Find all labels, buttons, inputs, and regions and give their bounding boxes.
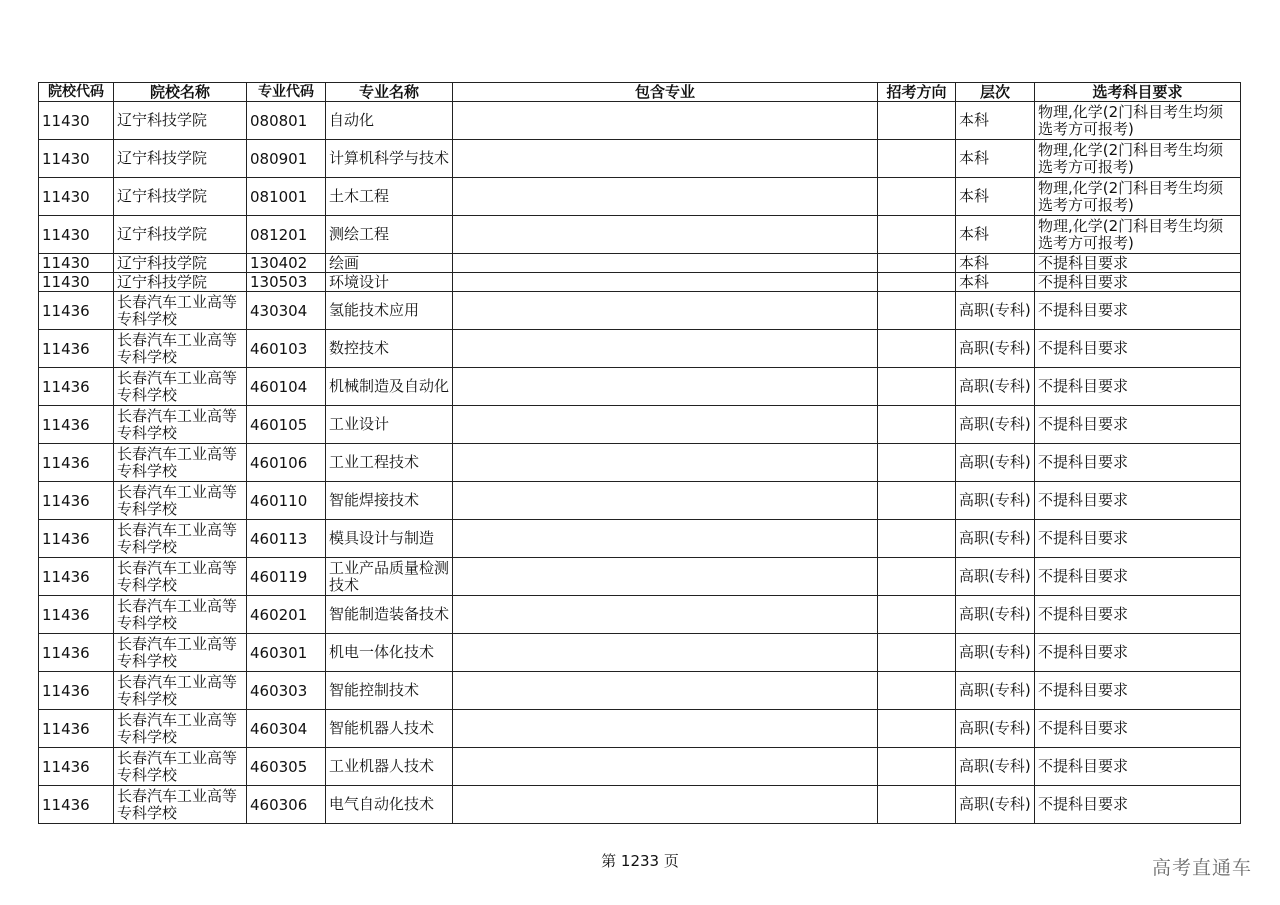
- cell-school-name: 辽宁科技学院: [114, 102, 247, 140]
- table-row: [39, 140, 1241, 178]
- table-row: [39, 102, 1241, 140]
- cell-level: 高职(专科): [956, 786, 1035, 824]
- cell-school-code: 11430: [39, 140, 114, 178]
- cell-school-name: 长春汽车工业高等专科学校: [114, 672, 247, 710]
- cell-direction: [878, 368, 956, 406]
- cell-direction: [878, 672, 956, 710]
- cell-school-code: 11430: [39, 178, 114, 216]
- cell-school-code: 11430: [39, 254, 114, 273]
- cell-school-name: 长春汽车工业高等专科学校: [114, 748, 247, 786]
- header-direction: 招考方向: [878, 83, 956, 102]
- cell-major-name: 智能制造装备技术: [326, 596, 453, 634]
- cell-level: 本科: [956, 216, 1035, 254]
- cell-school-code: 11436: [39, 368, 114, 406]
- cell-school-name: 长春汽车工业高等专科学校: [114, 444, 247, 482]
- cell-subject-requirement: 不提科目要求: [1035, 558, 1241, 596]
- cell-included-majors: [453, 520, 878, 558]
- cell-major-code: 460119: [247, 558, 326, 596]
- cell-subject-requirement: 不提科目要求: [1035, 330, 1241, 368]
- cell-included-majors: [453, 710, 878, 748]
- header-major-name: 专业名称: [326, 83, 453, 102]
- cell-direction: [878, 292, 956, 330]
- cell-level: 高职(专科): [956, 406, 1035, 444]
- cell-major-name: 绘画: [326, 254, 453, 273]
- cell-direction: [878, 102, 956, 140]
- cell-direction: [878, 406, 956, 444]
- cell-major-name: 环境设计: [326, 273, 453, 292]
- cell-direction: [878, 178, 956, 216]
- cell-level: 高职(专科): [956, 748, 1035, 786]
- cell-subject-requirement: 物理,化学(2门科目考生均须选考方可报考): [1035, 102, 1241, 140]
- cell-level: 高职(专科): [956, 672, 1035, 710]
- cell-direction: [878, 482, 956, 520]
- cell-major-name: 智能机器人技术: [326, 710, 453, 748]
- cell-school-code: 11430: [39, 102, 114, 140]
- cell-direction: [878, 710, 956, 748]
- cell-subject-requirement: 不提科目要求: [1035, 292, 1241, 330]
- cell-subject-requirement: 物理,化学(2门科目考生均须选考方可报考): [1035, 140, 1241, 178]
- cell-subject-requirement: 不提科目要求: [1035, 672, 1241, 710]
- cell-school-name: 长春汽车工业高等专科学校: [114, 406, 247, 444]
- cell-major-name: 智能控制技术: [326, 672, 453, 710]
- cell-school-code: 11436: [39, 406, 114, 444]
- table-row: [39, 482, 1241, 520]
- cell-major-code: 460303: [247, 672, 326, 710]
- cell-included-majors: [453, 634, 878, 672]
- cell-school-code: 11436: [39, 786, 114, 824]
- cell-included-majors: [453, 672, 878, 710]
- cell-subject-requirement: 不提科目要求: [1035, 482, 1241, 520]
- cell-direction: [878, 634, 956, 672]
- cell-subject-requirement: 不提科目要求: [1035, 786, 1241, 824]
- cell-included-majors: [453, 292, 878, 330]
- cell-subject-requirement: 物理,化学(2门科目考生均须选考方可报考): [1035, 216, 1241, 254]
- table-row: [39, 368, 1241, 406]
- cell-major-code: 080901: [247, 140, 326, 178]
- cell-direction: [878, 330, 956, 368]
- cell-major-name: 工业机器人技术: [326, 748, 453, 786]
- table-row: [39, 273, 1241, 292]
- cell-subject-requirement: 不提科目要求: [1035, 273, 1241, 292]
- cell-subject-requirement: 不提科目要求: [1035, 254, 1241, 273]
- cell-direction: [878, 786, 956, 824]
- cell-major-code: 460104: [247, 368, 326, 406]
- table-row: [39, 330, 1241, 368]
- cell-major-code: 460304: [247, 710, 326, 748]
- table-row: [39, 672, 1241, 710]
- cell-major-code: 460301: [247, 634, 326, 672]
- cell-level: 高职(专科): [956, 482, 1035, 520]
- cell-direction: [878, 273, 956, 292]
- cell-school-name: 辽宁科技学院: [114, 140, 247, 178]
- header-subject-requirement: 选考科目要求: [1035, 83, 1241, 102]
- cell-major-name: 工业产品质量检测技术: [326, 558, 453, 596]
- watermark: 高考直通车: [1151, 857, 1252, 879]
- cell-school-name: 长春汽车工业高等专科学校: [114, 520, 247, 558]
- cell-included-majors: [453, 216, 878, 254]
- cell-major-name: 计算机科学与技术: [326, 140, 453, 178]
- cell-level: 本科: [956, 273, 1035, 292]
- table-row: [39, 520, 1241, 558]
- cell-major-name: 自动化: [326, 102, 453, 140]
- cell-direction: [878, 596, 956, 634]
- cell-major-name: 数控技术: [326, 330, 453, 368]
- cell-major-code: 460110: [247, 482, 326, 520]
- cell-included-majors: [453, 596, 878, 634]
- cell-school-code: 11436: [39, 558, 114, 596]
- cell-included-majors: [453, 102, 878, 140]
- cell-included-majors: [453, 254, 878, 273]
- cell-school-code: 11436: [39, 672, 114, 710]
- cell-school-name: 长春汽车工业高等专科学校: [114, 786, 247, 824]
- cell-major-code: 430304: [247, 292, 326, 330]
- cell-major-name: 机电一体化技术: [326, 634, 453, 672]
- cell-level: 高职(专科): [956, 292, 1035, 330]
- cell-level: 本科: [956, 254, 1035, 273]
- cell-major-name: 土木工程: [326, 178, 453, 216]
- header-included-majors: 包含专业: [453, 83, 878, 102]
- cell-major-code: 460201: [247, 596, 326, 634]
- cell-school-name: 辽宁科技学院: [114, 254, 247, 273]
- cell-major-code: 460306: [247, 786, 326, 824]
- table-row: [39, 748, 1241, 786]
- cell-major-code: 460106: [247, 444, 326, 482]
- cell-level: 本科: [956, 140, 1035, 178]
- table-row: [39, 634, 1241, 672]
- cell-level: 高职(专科): [956, 444, 1035, 482]
- table-row: [39, 216, 1241, 254]
- cell-major-name: 智能焊接技术: [326, 482, 453, 520]
- cell-school-code: 11430: [39, 273, 114, 292]
- cell-level: 高职(专科): [956, 634, 1035, 672]
- cell-included-majors: [453, 178, 878, 216]
- cell-major-code: 460105: [247, 406, 326, 444]
- cell-direction: [878, 140, 956, 178]
- cell-school-code: 11430: [39, 216, 114, 254]
- cell-school-name: 辽宁科技学院: [114, 178, 247, 216]
- cell-major-name: 测绘工程: [326, 216, 453, 254]
- cell-major-name: 氢能技术应用: [326, 292, 453, 330]
- cell-subject-requirement: 物理,化学(2门科目考生均须选考方可报考): [1035, 178, 1241, 216]
- cell-school-name: 辽宁科技学院: [114, 273, 247, 292]
- cell-major-name: 电气自动化技术: [326, 786, 453, 824]
- cell-subject-requirement: 不提科目要求: [1035, 406, 1241, 444]
- cell-direction: [878, 216, 956, 254]
- cell-included-majors: [453, 444, 878, 482]
- cell-level: 高职(专科): [956, 710, 1035, 748]
- cell-school-code: 11436: [39, 596, 114, 634]
- cell-included-majors: [453, 482, 878, 520]
- cell-major-code: 081201: [247, 216, 326, 254]
- table-row: [39, 178, 1241, 216]
- cell-school-name: 长春汽车工业高等专科学校: [114, 368, 247, 406]
- cell-subject-requirement: 不提科目要求: [1035, 596, 1241, 634]
- page-number: 第 1233 页: [601, 852, 679, 870]
- cell-direction: [878, 748, 956, 786]
- cell-subject-requirement: 不提科目要求: [1035, 634, 1241, 672]
- table-body: [39, 102, 1241, 824]
- cell-level: 高职(专科): [956, 596, 1035, 634]
- cell-major-code: 460113: [247, 520, 326, 558]
- cell-level: 本科: [956, 102, 1035, 140]
- header-level: 层次: [956, 83, 1035, 102]
- cell-major-code: 080801: [247, 102, 326, 140]
- cell-direction: [878, 444, 956, 482]
- cell-included-majors: [453, 273, 878, 292]
- cell-level: 本科: [956, 178, 1035, 216]
- cell-level: 高职(专科): [956, 368, 1035, 406]
- cell-included-majors: [453, 140, 878, 178]
- cell-school-code: 11436: [39, 520, 114, 558]
- cell-subject-requirement: 不提科目要求: [1035, 748, 1241, 786]
- cell-major-name: 机械制造及自动化: [326, 368, 453, 406]
- header-row: [39, 83, 1241, 102]
- cell-included-majors: [453, 406, 878, 444]
- cell-school-name: 长春汽车工业高等专科学校: [114, 634, 247, 672]
- cell-school-name: 长春汽车工业高等专科学校: [114, 482, 247, 520]
- cell-included-majors: [453, 330, 878, 368]
- cell-level: 高职(专科): [956, 520, 1035, 558]
- cell-subject-requirement: 不提科目要求: [1035, 444, 1241, 482]
- header-school-code: 院校代码: [39, 83, 114, 102]
- cell-major-name: 工业设计: [326, 406, 453, 444]
- cell-major-name: 模具设计与制造: [326, 520, 453, 558]
- table-row: [39, 254, 1241, 273]
- cell-school-code: 11436: [39, 482, 114, 520]
- cell-school-name: 长春汽车工业高等专科学校: [114, 330, 247, 368]
- cell-subject-requirement: 不提科目要求: [1035, 368, 1241, 406]
- cell-major-name: 工业工程技术: [326, 444, 453, 482]
- cell-school-name: 长春汽车工业高等专科学校: [114, 292, 247, 330]
- header-school-name: 院校名称: [114, 83, 247, 102]
- cell-included-majors: [453, 786, 878, 824]
- cell-school-name: 长春汽车工业高等专科学校: [114, 710, 247, 748]
- table-row: [39, 444, 1241, 482]
- cell-school-name: 辽宁科技学院: [114, 216, 247, 254]
- table-row: [39, 292, 1241, 330]
- header-major-code: 专业代码: [247, 83, 326, 102]
- cell-subject-requirement: 不提科目要求: [1035, 710, 1241, 748]
- cell-included-majors: [453, 558, 878, 596]
- cell-included-majors: [453, 368, 878, 406]
- cell-major-code: 130402: [247, 254, 326, 273]
- cell-school-name: 长春汽车工业高等专科学校: [114, 596, 247, 634]
- cell-major-code: 460305: [247, 748, 326, 786]
- cell-school-code: 11436: [39, 710, 114, 748]
- cell-major-code: 460103: [247, 330, 326, 368]
- cell-school-code: 11436: [39, 330, 114, 368]
- cell-school-code: 11436: [39, 444, 114, 482]
- table-row: [39, 786, 1241, 824]
- admissions-table: [38, 82, 1241, 824]
- cell-school-name: 长春汽车工业高等专科学校: [114, 558, 247, 596]
- cell-direction: [878, 254, 956, 273]
- cell-major-code: 081001: [247, 178, 326, 216]
- cell-school-code: 11436: [39, 634, 114, 672]
- cell-included-majors: [453, 748, 878, 786]
- cell-subject-requirement: 不提科目要求: [1035, 520, 1241, 558]
- cell-direction: [878, 558, 956, 596]
- cell-school-code: 11436: [39, 292, 114, 330]
- table-row: [39, 406, 1241, 444]
- cell-level: 高职(专科): [956, 330, 1035, 368]
- table-row: [39, 596, 1241, 634]
- cell-major-code: 130503: [247, 273, 326, 292]
- cell-school-code: 11436: [39, 748, 114, 786]
- table-row: [39, 558, 1241, 596]
- cell-level: 高职(专科): [956, 558, 1035, 596]
- table-row: [39, 710, 1241, 748]
- cell-direction: [878, 520, 956, 558]
